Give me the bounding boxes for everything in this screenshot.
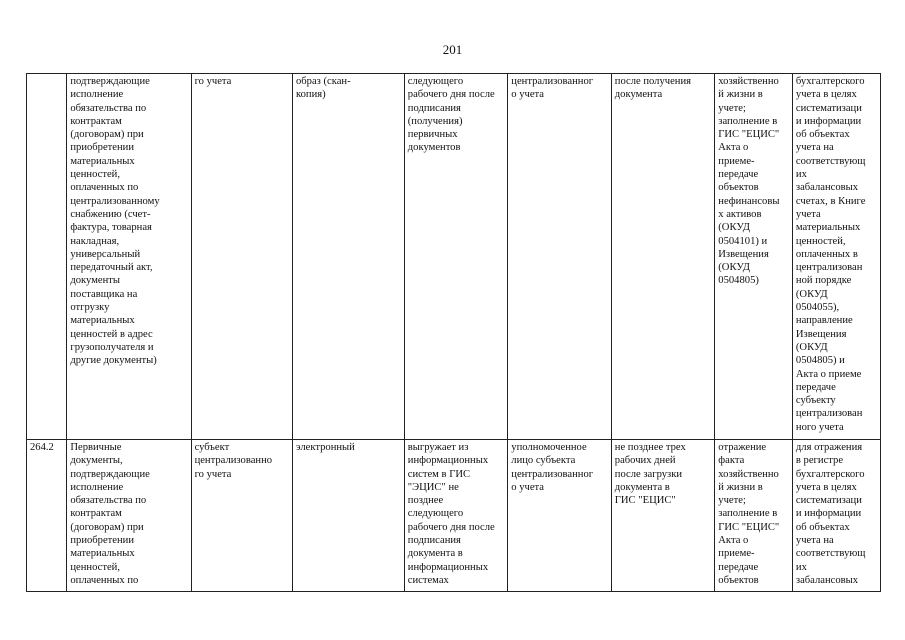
submission-term-cell: следующего рабочего дня после подписания (получения) первичных документов (404, 74, 508, 440)
document-name-cell: подтверждающие исполнение обязательства по контрактам (договорам) при приобретении материальных ценностей, оплаченных по централизованному снабжению (счет- фактура, товарная накладная, универсальный передаточный акт, документы поставщика на отгрузку материальных ценностей в адрес грузополучателя и другие документы) (67, 74, 191, 440)
processing-term-cell: не позднее трех рабочих дней после загрузки документа в ГИС "ЕЦИС" (611, 440, 715, 592)
table-row (27, 74, 881, 440)
recipient-cell: централизованног о учета (508, 74, 612, 440)
document-form-cell: образ (скан- копия) (293, 74, 405, 440)
page-number: 201 (442, 42, 463, 57)
row-number-cell: 264.2 (27, 440, 67, 592)
purpose-cell: для отражения в регистре бухгалтерского учета в целях систематизаци и информации об объектах учета на соответствующ их забалансовых (792, 440, 880, 592)
recipient-cell: уполномоченное лицо субъекта централизованног о учета (508, 440, 612, 592)
responsible-subject-cell: субъект централизованно го учета (191, 440, 292, 592)
row-number-cell (27, 74, 67, 440)
purpose-cell: бухгалтерского учета в целях систематизаци и информации об объектах учета на соответствующ их забалансовых счетах, в Книге учета материальных ценностей, оплаченных в централизован ной порядке (ОКУД 0504055), направление Извещения (ОКУД 0504805) и Акта о приеме передаче субъекту централизован ного учета (792, 74, 880, 440)
submission-term-cell: выгружает из информационных систем в ГИС "ЭЦИС" не позднее следующего рабочего дня после подписания документа в информационных системах (404, 440, 508, 592)
action-cell: хозяйственно й жизни в учете; заполнение в ГИС "ЕЦИС" Акта о приеме- передаче объектов нефинансовы х активов (ОКУД 0504101) и Извещения (ОКУД 0504805) (715, 74, 793, 440)
table-row (27, 440, 881, 592)
document-name-cell: Первичные документы, подтверждающие исполнение обязательства по контрактам (договорам) при приобретении материальных ценностей, оплаченных по (67, 440, 191, 592)
responsible-subject-cell: го учета (191, 74, 292, 440)
action-cell: отражение факта хозяйственно й жизни в учете; заполнение в ГИС "ЕЦИС" Акта о приеме- передаче объектов (715, 440, 793, 592)
processing-term-cell: после получения документа (611, 74, 715, 440)
document-form-cell: электронный (293, 440, 405, 592)
document-table (26, 73, 881, 592)
